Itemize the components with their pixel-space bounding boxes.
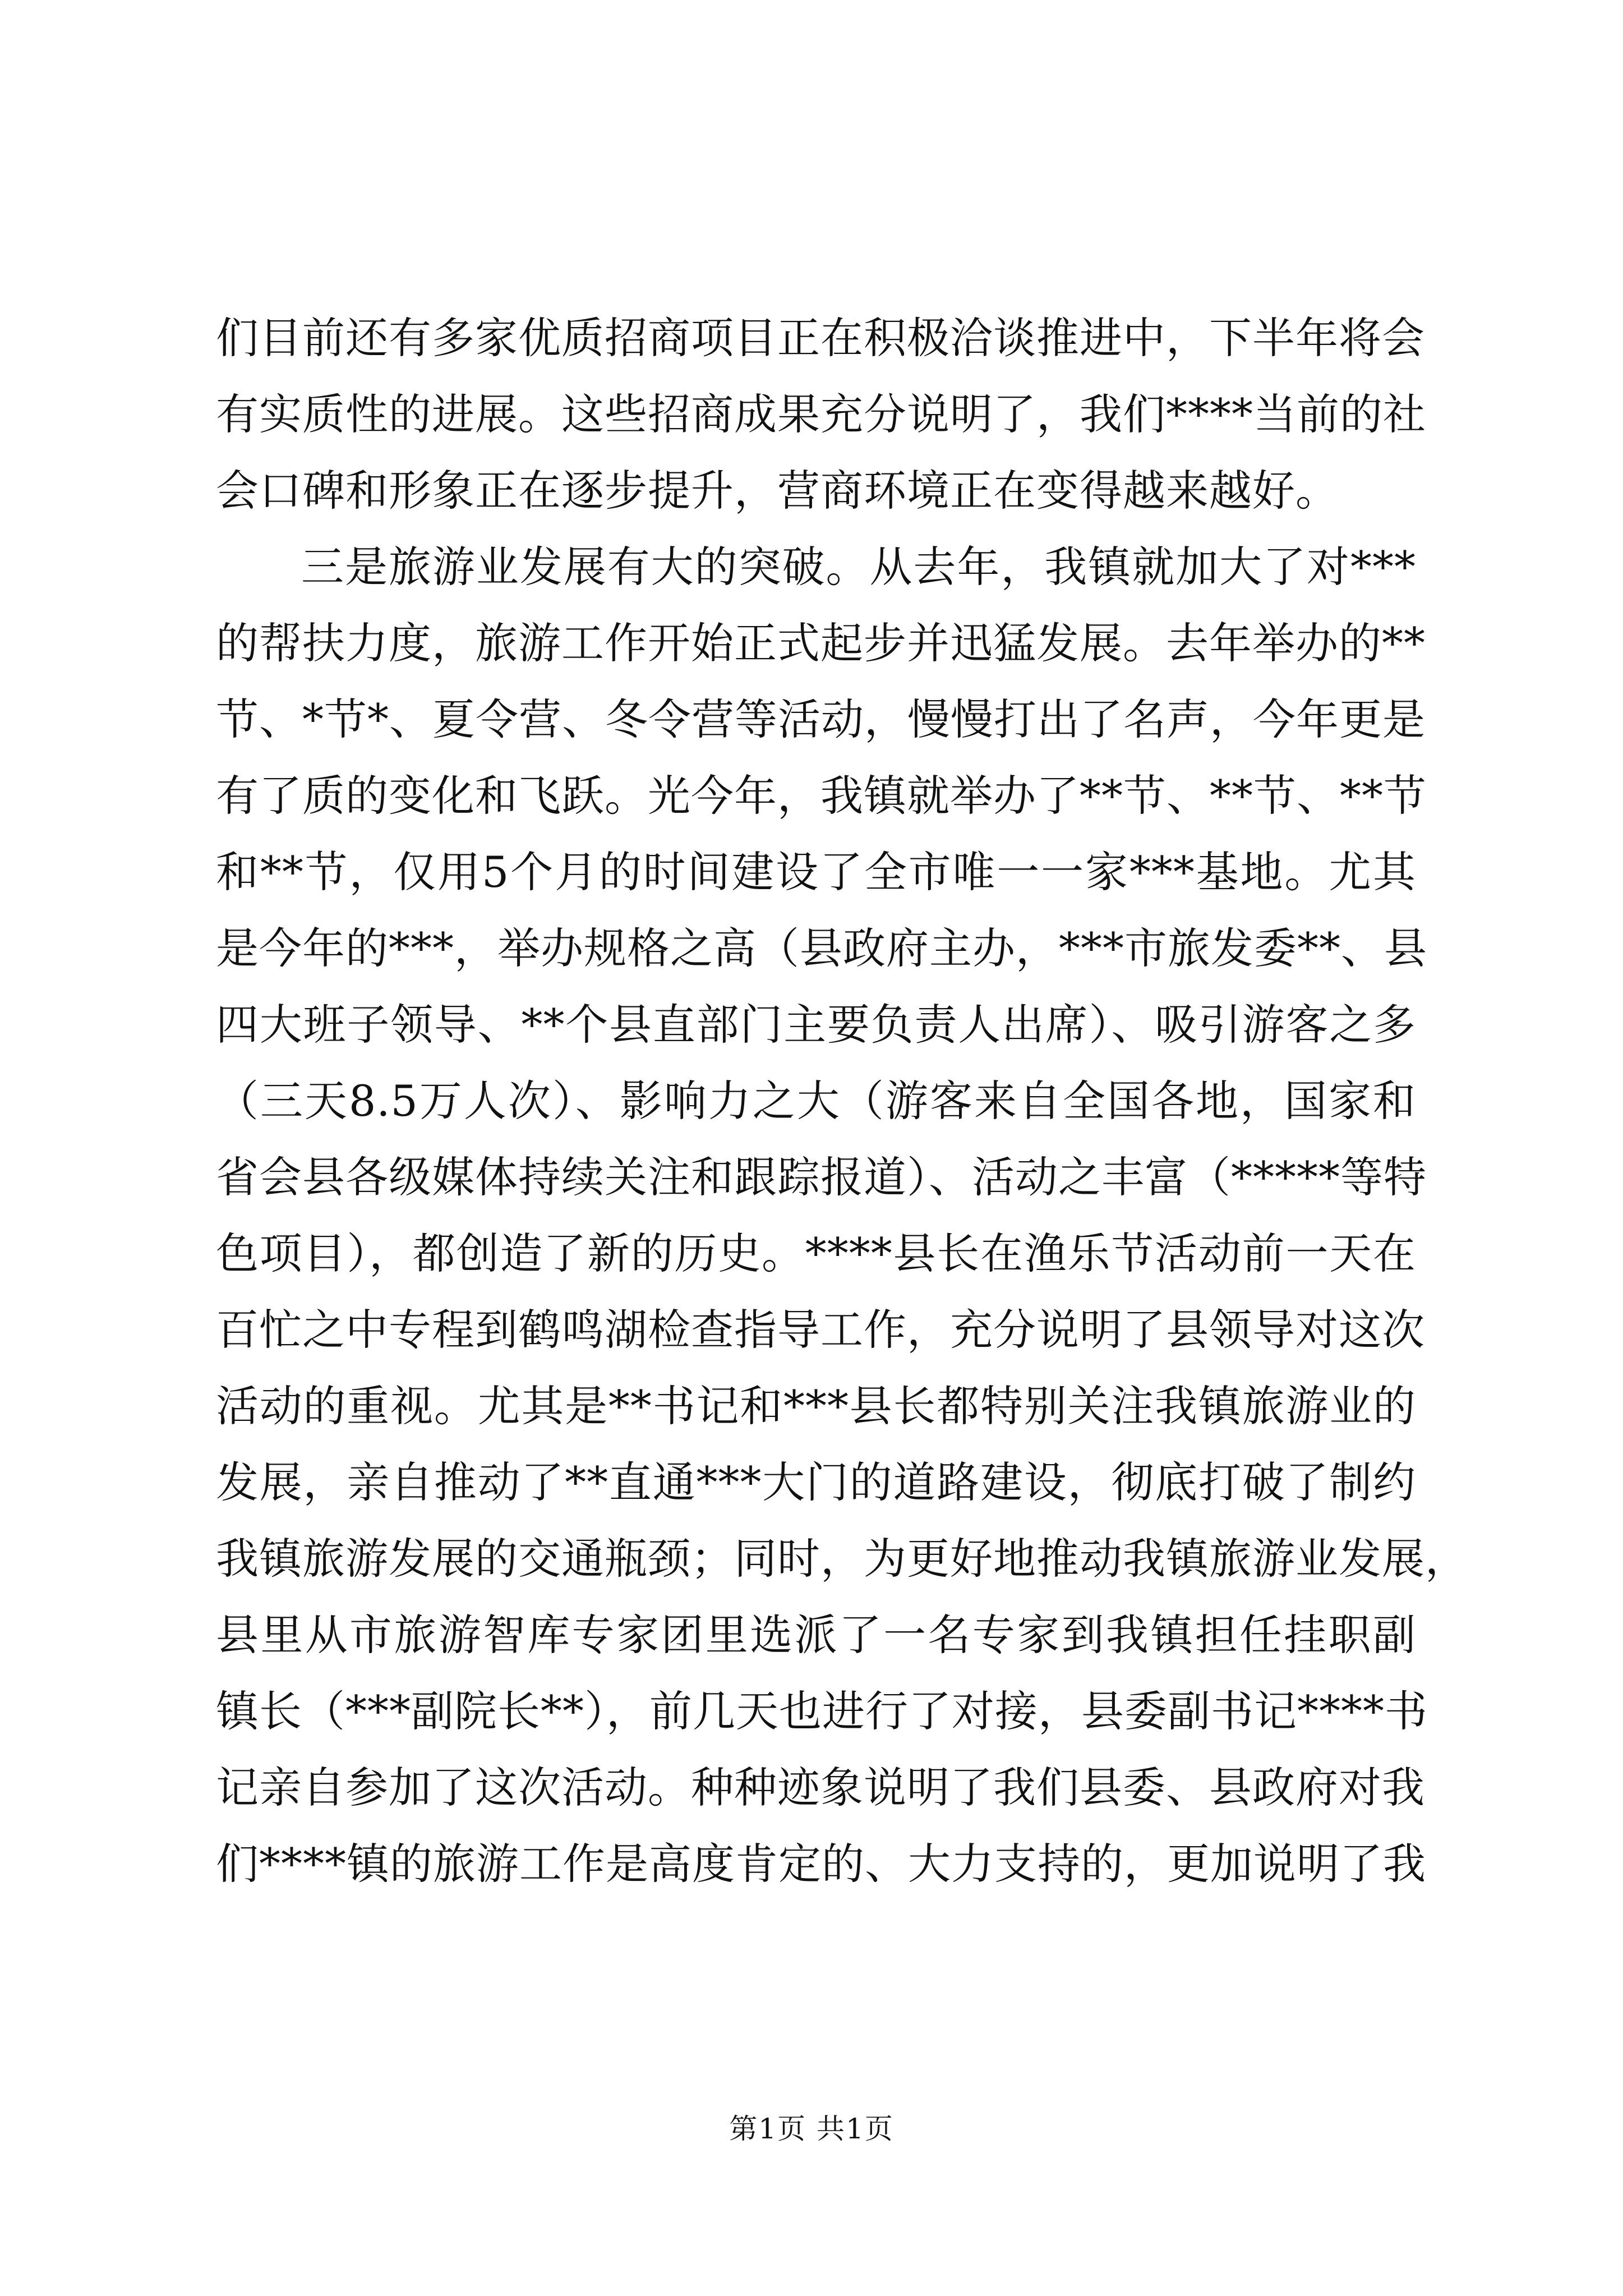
text-line: 三是旅游业发展有大的突破。从去年，我镇就加大了对*** bbox=[301, 542, 1416, 592]
text-line: 有了质的变化和飞跃。光今年，我镇就举办了**节、**节、**节 bbox=[216, 771, 1427, 821]
text-line: 们****镇的旅游工作是高度肯定的、大力支持的，更加说明了我 bbox=[216, 1839, 1426, 1889]
paragraph bbox=[216, 300, 1426, 529]
text-line: 四大班子领导、**个县直部门主要负责人出席）、吸引游客之多 bbox=[216, 1000, 1416, 1050]
text-line: 发展，亲自推动了**直通***大门的道路建设，彻底打破了制约 bbox=[216, 1457, 1416, 1507]
text-line: 百忙之中专程到鹤鸣湖检查指导工作，充分说明了县领导对这次 bbox=[216, 1305, 1425, 1355]
text-line: 县里从市旅游智库专家团里选派了一名专家到我镇担任挂职副 bbox=[216, 1610, 1416, 1660]
text-line: 色项目），都创造了新的历史。****县长在渔乐节活动前一天在 bbox=[216, 1228, 1416, 1278]
text-line: 节、*节*、夏令营、冬令营等活动，慢慢打出了名声，今年更是 bbox=[216, 694, 1426, 744]
text-line: 记亲自参加了这次活动。种种迹象说明了我们县委、县政府对我 bbox=[216, 1763, 1425, 1812]
text-line: （三天8.5万人次）、影响力之大（游客来自全国各地，国家和 bbox=[216, 1076, 1416, 1126]
text-line: 有实质性的进展。这些招商成果充分说明了，我们****当前的社 bbox=[216, 389, 1426, 439]
text-line: 是今年的***，举办规格之高（县政府主办，***市旅发委**、县 bbox=[216, 923, 1427, 973]
text-line: 镇长（***副院长**），前几天也进行了对接，县委副书记****书 bbox=[216, 1686, 1428, 1736]
text-line: 的帮扶力度，旅游工作开始正式起步并迅猛发展。去年举办的** bbox=[216, 618, 1426, 668]
text-line: 会口碑和形象正在逐步提升，营商环境正在变得越来越好。 bbox=[216, 466, 1339, 516]
document-body bbox=[216, 300, 1468, 1902]
page-number-footer: 第1页 共1页 bbox=[729, 2113, 894, 2145]
text-line: 我镇旅游发展的交通瓶颈；同时，为更好地推动我镇旅游业发展， bbox=[216, 1534, 1468, 1584]
text-line: 省会县各级媒体持续关注和跟踪报道）、活动之丰富（*****等特 bbox=[216, 1152, 1427, 1202]
text-line: 活动的重视。尤其是**书记和***县长都特别关注我镇旅游业的 bbox=[216, 1381, 1416, 1431]
text-line: 们目前还有多家优质招商项目正在积极洽谈推进中，下半年将会 bbox=[216, 313, 1425, 363]
paragraph bbox=[216, 529, 1468, 1902]
text-line: 和**节，仅用5个月的时间建设了全市唯一一家***基地。尤其 bbox=[216, 847, 1416, 897]
